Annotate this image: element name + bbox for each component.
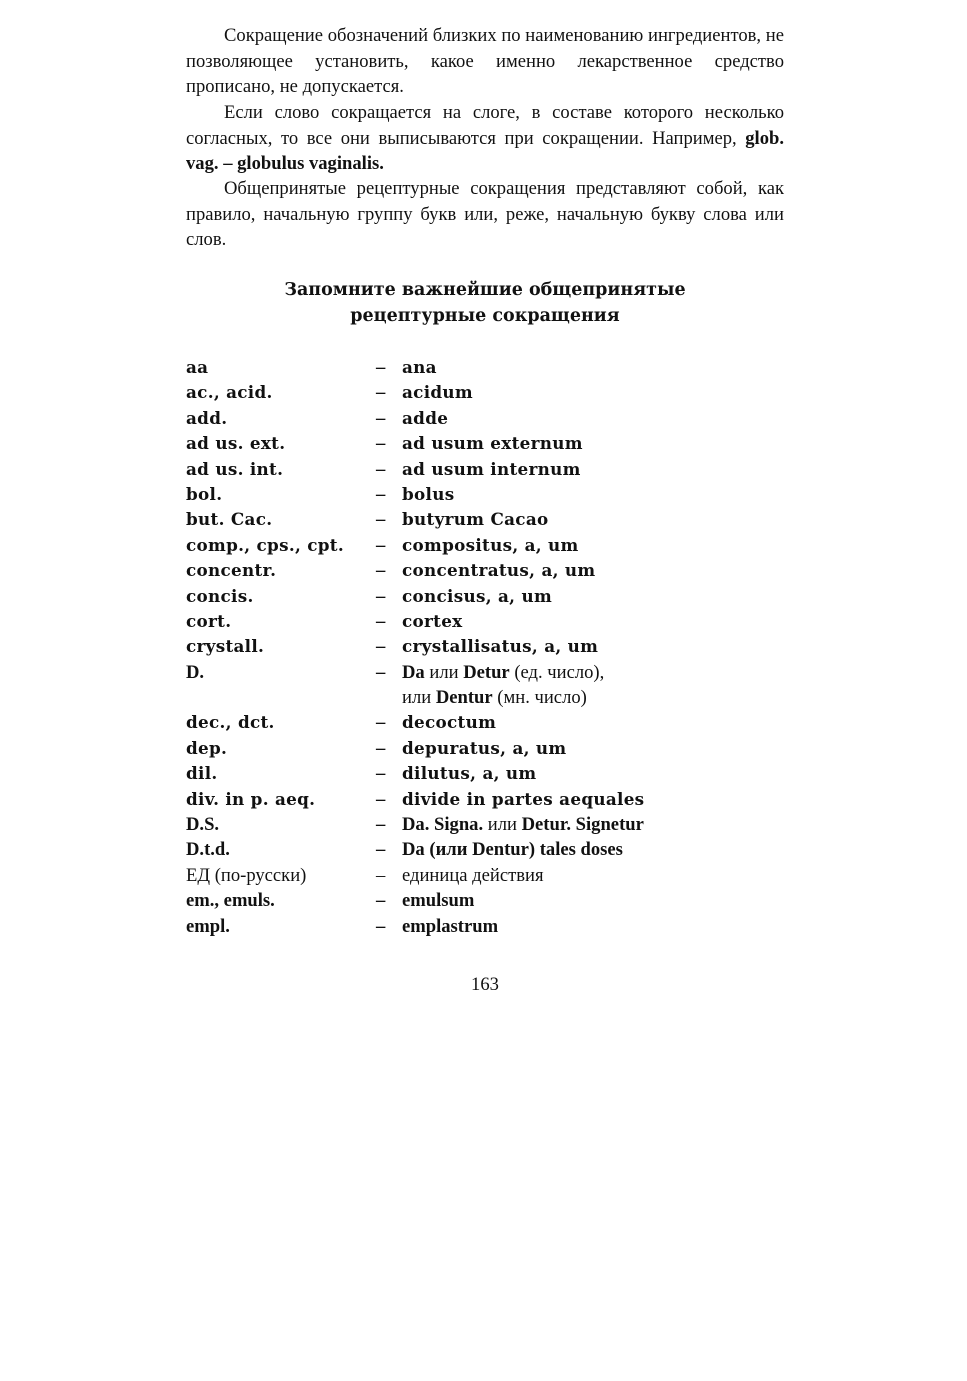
abbreviation-full-part: Da. Signa.: [402, 814, 484, 836]
abbreviation-full: emplastrum: [402, 915, 499, 937]
abbreviation-full: [402, 660, 604, 685]
abbreviation-short: D.S.: [186, 814, 220, 836]
abbreviation-full: divide in partes aequales: [402, 788, 645, 809]
abbreviation-row: [186, 431, 786, 456]
abbreviation-row: [186, 761, 786, 786]
section-heading-line-2: рецептурные сокращения: [350, 306, 620, 326]
abbreviation-dash: –: [376, 839, 386, 861]
abbreviation-full: depuratus, a, um: [402, 737, 567, 758]
abbreviation-row: [186, 380, 786, 405]
abbreviation-short: crystall.: [186, 636, 265, 657]
abbreviation-row: [186, 457, 786, 482]
abbreviation-full: bolus: [402, 483, 455, 504]
abbreviation-full: crystallisatus, a, um: [402, 636, 599, 657]
abbreviation-short: div. in p. aeq.: [186, 788, 316, 809]
abbreviation-short: ad us. int.: [186, 458, 284, 479]
abbreviation-full: concentratus, a, um: [402, 560, 596, 581]
section-heading: [186, 277, 784, 329]
abbreviation-list: [186, 355, 786, 939]
abbreviation-row: [186, 609, 786, 634]
abbreviation-row: [186, 558, 786, 583]
abbreviation-short: cort.: [186, 610, 232, 631]
abbreviation-full: Da (или Dentur) tales doses: [402, 839, 623, 861]
abbreviation-dash: –: [376, 763, 386, 785]
abbreviation-row: [186, 736, 786, 761]
abbreviation-full: dilutus, a, um: [402, 763, 537, 784]
abbreviation-row: [186, 406, 786, 431]
abbreviation-full-part: Detur: [463, 661, 510, 683]
abbreviation-row: [186, 863, 786, 888]
abbreviation-short: dil.: [186, 763, 218, 784]
abbreviation-full-part: (мн. число): [492, 687, 587, 709]
paragraph-3: Общепринятые рецептурные сокращения представляют собой, как правило, начальную группу букв или, реже, начальную букву слова или слов.: [186, 178, 784, 250]
abbreviation-dash: –: [376, 737, 386, 759]
abbreviation-dash: –: [376, 864, 386, 886]
abbreviation-full-part: или: [402, 687, 436, 709]
abbreviation-full: [402, 685, 587, 710]
abbreviation-full: compositus, a, um: [402, 534, 579, 555]
abbreviation-full: ad usum internum: [402, 458, 581, 479]
abbreviation-row: [186, 787, 786, 812]
abbreviation-full: acidum: [402, 382, 473, 403]
abbreviation-full: [402, 812, 644, 837]
abbreviation-row: [186, 584, 786, 609]
abbreviation-full-part: Detur. Signetur: [521, 814, 644, 836]
abbreviation-dash: –: [376, 610, 386, 632]
abbreviation-row: [186, 482, 786, 507]
abbreviation-dash: –: [376, 433, 386, 455]
abbreviation-row: [186, 914, 786, 939]
paragraph-2-text: Если слово сокращается на слоге, в составе которого несколько согласных, то все они выписываются при сокращении. Например,: [186, 102, 784, 149]
abbreviation-dash: –: [376, 814, 386, 836]
abbreviation-full: adde: [402, 407, 449, 428]
abbreviation-full: butyrum Cacao: [402, 509, 549, 530]
abbreviation-dash: –: [376, 560, 386, 582]
page-number: 163: [471, 974, 499, 995]
abbreviation-short: D.: [186, 661, 205, 683]
paragraph-2-example: glob. vag. – globulus vaginalis.: [186, 127, 784, 174]
abbreviation-short: add.: [186, 407, 228, 428]
abbreviation-full: emulsum: [402, 890, 475, 912]
abbreviation-dash: –: [376, 712, 386, 734]
abbreviation-dash: –: [376, 357, 386, 378]
abbreviation-short: ЕД (по-русски): [186, 864, 307, 886]
abbreviation-dash: –: [376, 585, 386, 607]
abbreviation-full: cortex: [402, 610, 463, 631]
abbreviation-dash: –: [376, 890, 386, 912]
abbreviation-row: [186, 533, 786, 558]
abbreviation-dash: –: [376, 636, 386, 658]
abbreviation-full-part: (ед. число),: [509, 661, 605, 683]
abbreviation-full-part: Da: [402, 661, 425, 683]
abbreviation-full-part: или: [483, 814, 522, 836]
abbreviation-short: ac., acid.: [186, 382, 273, 403]
abbreviation-row: [186, 634, 786, 659]
abbreviation-full-part: или: [424, 661, 464, 683]
abbreviation-dash: –: [376, 915, 386, 937]
abbreviation-full: ana: [402, 357, 437, 377]
abbreviation-row: [186, 888, 786, 913]
section-heading-line-1: Запомните важнейшие общепринятые: [284, 280, 686, 300]
abbreviation-full: decoctum: [402, 712, 497, 733]
abbreviation-row: [186, 710, 786, 735]
abbreviation-row: [186, 812, 786, 837]
abbreviation-short: D.t.d.: [186, 839, 230, 861]
abbreviation-full: concisus, a, um: [402, 585, 553, 606]
abbreviation-short: but. Cac.: [186, 509, 273, 530]
abbreviation-row: [186, 685, 786, 710]
paragraph-1: Сокращение обозначений близких по наименованию ингредиентов, не позволяющее установить, какое именно лекарственное средство прописано, не допускается.: [186, 25, 784, 97]
abbreviation-dash: –: [376, 509, 386, 531]
abbreviation-short: bol.: [186, 483, 223, 504]
abbreviation-full: единица действия: [402, 864, 544, 886]
abbreviation-row: [186, 660, 786, 685]
abbreviation-short: ad us. ext.: [186, 433, 286, 454]
abbreviation-row: [186, 355, 786, 380]
abbreviation-short: concis.: [186, 585, 254, 606]
paragraph-2: [186, 100, 784, 177]
abbreviation-dash: –: [376, 483, 386, 505]
abbreviation-short: em., emuls.: [186, 890, 275, 912]
abbreviation-short: aa: [186, 357, 209, 377]
abbreviation-dash: –: [376, 407, 386, 429]
abbreviation-dash: –: [376, 661, 386, 683]
abbreviation-short: concentr.: [186, 560, 277, 581]
abbreviation-dash: –: [376, 534, 386, 556]
abbreviation-full: ad usum externum: [402, 433, 583, 454]
abbreviation-short: dec., dct.: [186, 712, 275, 733]
abbreviation-row: [186, 837, 786, 862]
abbreviation-full-part: Dentur: [435, 687, 493, 709]
abbreviation-short: dep.: [186, 737, 228, 758]
abbreviation-short: empl.: [186, 915, 230, 937]
abbreviation-dash: –: [376, 382, 386, 404]
abbreviation-short: comp., cps., cpt.: [186, 534, 344, 555]
abbreviation-dash: –: [376, 788, 386, 810]
abbreviation-dash: –: [376, 458, 386, 480]
abbreviation-row: [186, 507, 786, 532]
